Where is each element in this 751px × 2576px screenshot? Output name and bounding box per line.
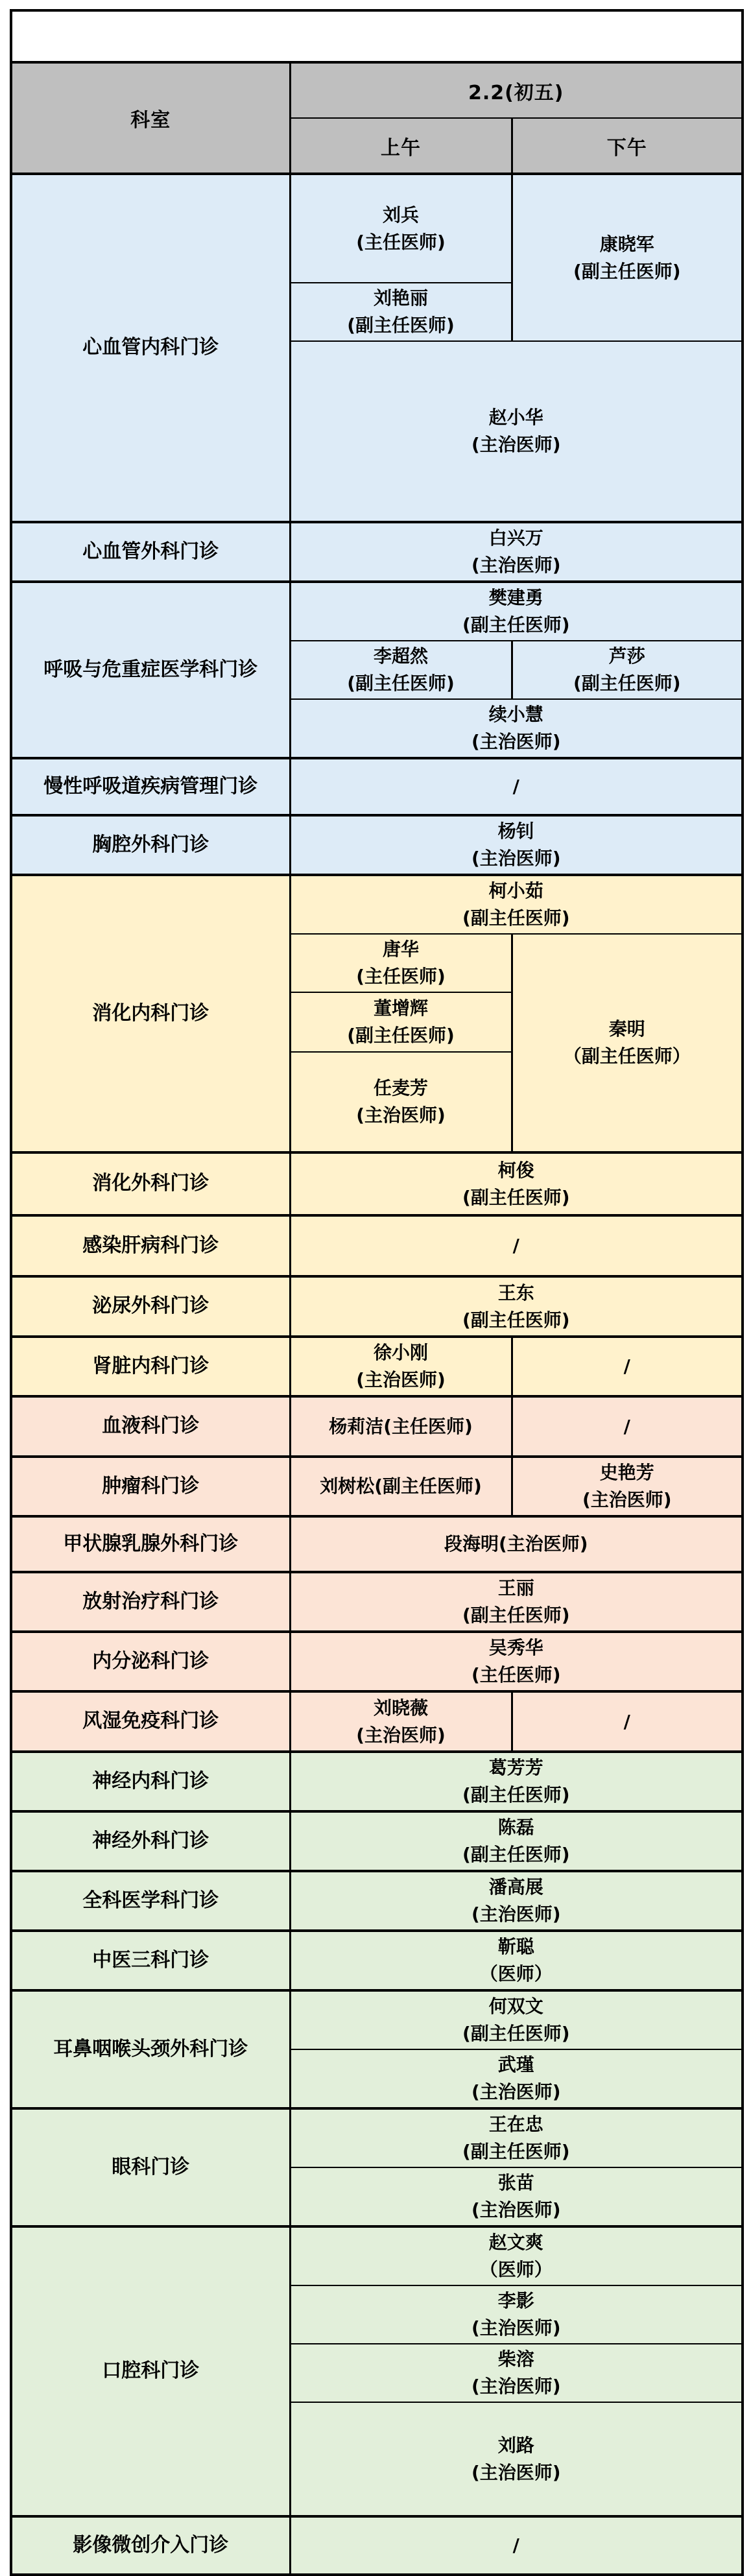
department-cell — [11, 1931, 290, 1990]
doctor-cell — [290, 2226, 743, 2285]
doctor-cell — [290, 582, 743, 641]
doctor-name: 刘路 — [497, 2434, 534, 2456]
department-label: 呼吸与危重症医学科门诊 — [43, 658, 258, 681]
doctor-cell — [290, 1516, 743, 1572]
doctor-cell — [290, 1572, 743, 1632]
table-row — [11, 582, 743, 641]
doctor-title: (主治医师) — [471, 2317, 561, 2339]
department-cell — [11, 1396, 290, 1457]
table-row — [11, 522, 743, 582]
doctor-name: 柯俊 — [497, 1159, 534, 1181]
department-cell — [11, 1152, 290, 1215]
doctor-name: 葛芳芳 — [488, 1757, 543, 1778]
department-cell — [11, 1811, 290, 1871]
doctor-title: （医师） — [479, 2259, 553, 2280]
table-row — [11, 1215, 743, 1276]
department-cell — [11, 1871, 290, 1931]
doctor-title: (主任医师) — [356, 966, 446, 987]
no-schedule-slash: / — [512, 1235, 519, 1256]
doctor-cell — [290, 1632, 743, 1691]
doctor-name: 何双文 — [488, 1996, 543, 2017]
department-label: 甲状腺乳腺外科门诊 — [63, 1532, 239, 1555]
table-row — [11, 1931, 743, 1990]
table-row — [11, 1276, 743, 1337]
no-schedule-slash: / — [623, 1710, 630, 1732]
doctor-cell — [290, 522, 743, 582]
doctor-title: (副主任医师) — [347, 315, 455, 336]
doctor-name: 唐华 — [382, 938, 419, 960]
doctor-name: 秦明 — [608, 1018, 645, 1040]
department-label: 肾脏内科门诊 — [92, 1354, 209, 1377]
table-row — [11, 2516, 743, 2575]
doctor-name: 刘兵 — [382, 204, 419, 226]
doctor-name: 续小慧 — [488, 704, 543, 725]
doctor-cell — [290, 1691, 512, 1752]
table-row — [11, 1691, 743, 1752]
doctor-cell — [290, 2167, 743, 2226]
department-label: 口腔科门诊 — [102, 2359, 200, 2383]
doctor-title: (主治医师) — [471, 434, 561, 455]
header-department-col: 科室 — [11, 62, 290, 174]
department-label: 风湿免疫科门诊 — [82, 1710, 219, 1733]
department-label: 放射治疗科门诊 — [82, 1590, 219, 1613]
department-label: 眼科门诊 — [112, 2155, 190, 2178]
department-label: 感染肝病科门诊 — [82, 1234, 219, 1257]
department-cell — [11, 2516, 290, 2575]
table-row — [11, 1396, 743, 1457]
header-morning: 上午 — [290, 118, 512, 174]
department-cell — [11, 1572, 290, 1632]
doctor-cell — [290, 1337, 512, 1396]
no-schedule-slash: / — [623, 1355, 630, 1377]
doctor-title: (副主任医师) — [347, 1025, 455, 1046]
doctor-name: 任麦芳 — [373, 1077, 428, 1099]
doctor-name: 柯小茹 — [488, 880, 543, 901]
doctor-cell — [290, 1457, 512, 1516]
doctor-name: 张苗 — [497, 2172, 534, 2193]
department-label: 神经内科门诊 — [92, 1769, 209, 1793]
doctor-title: (副主任医师) — [462, 1844, 570, 1865]
department-label: 慢性呼吸道疾病管理门诊 — [43, 774, 258, 798]
outpatient-schedule-table — [10, 9, 744, 2576]
department-label: 中医三科门诊 — [92, 1948, 209, 1972]
doctor-title: (副主任医师) — [573, 260, 681, 282]
doctor-title: (主治医师) — [471, 848, 561, 869]
doctor-cell — [512, 174, 743, 341]
table-row — [11, 174, 743, 283]
doctor-cell — [290, 1752, 743, 1811]
header-date: 2.2(初五) — [290, 62, 743, 118]
doctor-cell — [512, 641, 743, 699]
doctor-cell — [290, 2402, 743, 2516]
table-row — [11, 1152, 743, 1215]
doctor-name: 徐小刚 — [373, 1342, 428, 1363]
doctor-cell — [290, 174, 512, 283]
header-row-date — [11, 62, 743, 118]
doctor-cell — [290, 934, 512, 992]
department-cell — [11, 1990, 290, 2108]
doctor-name: 柴溶 — [497, 2348, 534, 2370]
doctor-title: (主治医师) — [471, 555, 561, 576]
doctor-title: (副主任医师) — [462, 614, 570, 636]
doctor-title: (主治医师) — [471, 731, 561, 752]
doctor-title: （副主任医师） — [563, 1045, 691, 1067]
doctor-title: (副主任医师) — [462, 2023, 570, 2044]
doctor-name: 赵小华 — [488, 407, 543, 428]
empty-slot-cell — [512, 1691, 743, 1752]
doctor-cell — [290, 283, 512, 341]
doctor-title: (主任医师) — [356, 231, 446, 253]
doctor-name: 潘高展 — [488, 1876, 543, 1898]
doctor-title: (主治医师) — [356, 1104, 446, 1126]
department-cell — [11, 1691, 290, 1752]
table-row — [11, 758, 743, 815]
doctor-title: (主治医师) — [356, 1369, 446, 1390]
doctor-name: 李影 — [497, 2290, 534, 2311]
department-cell — [11, 1752, 290, 1811]
department-label: 耳鼻咽喉头颈外科门诊 — [53, 2037, 248, 2060]
table-row — [11, 1990, 743, 2049]
doctor-cell — [290, 341, 743, 522]
department-cell — [11, 522, 290, 582]
department-label: 胸腔外科门诊 — [92, 833, 209, 856]
table-row — [11, 1457, 743, 1516]
doctor-title: （医师） — [479, 1963, 553, 1985]
title-band-row — [11, 10, 743, 62]
empty-slot-cell — [290, 758, 743, 815]
doctor-name-title: 段海明(主治医师) — [444, 1533, 588, 1555]
table-row — [11, 2226, 743, 2285]
doctor-name: 白兴万 — [488, 527, 543, 549]
table-row — [11, 1572, 743, 1632]
department-cell — [11, 1337, 290, 1396]
doctor-name: 康晓军 — [599, 233, 654, 255]
doctor-cell — [290, 1990, 743, 2049]
doctor-cell — [290, 815, 743, 875]
table-row — [11, 1752, 743, 1811]
doctor-name: 靳聪 — [497, 1936, 534, 1957]
department-label: 泌尿外科门诊 — [92, 1294, 209, 1318]
doctor-name-title: 杨莉洁(主任医师) — [329, 1415, 473, 1437]
doctor-name: 吴秀华 — [488, 1637, 543, 1658]
department-label: 消化外科门诊 — [92, 1172, 209, 1195]
doctor-title: (副主任医师) — [347, 673, 455, 694]
doctor-cell — [290, 875, 743, 934]
empty-slot-cell — [512, 1337, 743, 1396]
department-label: 心血管外科门诊 — [82, 540, 219, 563]
doctor-title: (副主任医师) — [462, 1309, 570, 1331]
department-label: 内分泌科门诊 — [92, 1649, 209, 1673]
doctor-cell — [290, 1276, 743, 1337]
doctor-name: 赵文爽 — [488, 2232, 543, 2253]
doctor-name: 陈磊 — [497, 1817, 534, 1838]
empty-slot-cell — [290, 1215, 743, 1276]
header-afternoon: 下午 — [512, 118, 743, 174]
department-label: 影像微创介入门诊 — [73, 2533, 229, 2557]
doctor-name: 刘艳丽 — [373, 287, 428, 309]
doctor-cell — [512, 1457, 743, 1516]
doctor-cell — [290, 699, 743, 758]
no-schedule-slash: / — [623, 1415, 630, 1437]
department-cell — [11, 174, 290, 522]
table-row — [11, 1516, 743, 1572]
doctor-name: 王在忠 — [488, 2114, 543, 2135]
doctor-title: (副主任医师) — [462, 907, 570, 929]
department-cell — [11, 1516, 290, 1572]
no-schedule-slash: / — [512, 2534, 519, 2556]
doctor-name: 李超然 — [373, 645, 428, 667]
doctor-title: (主治医师) — [471, 2081, 561, 2103]
department-cell — [11, 2226, 290, 2516]
schedule-body — [11, 174, 743, 2575]
doctor-cell — [290, 992, 512, 1052]
doctor-cell — [290, 641, 512, 699]
table-row — [11, 875, 743, 934]
doctor-title: (副主任医师) — [573, 673, 681, 694]
doctor-name-title: 刘树松(副主任医师) — [320, 1475, 482, 1497]
no-schedule-slash: / — [512, 776, 519, 797]
table-row — [11, 1811, 743, 1871]
department-cell — [11, 582, 290, 758]
department-label: 心血管内科门诊 — [82, 336, 219, 359]
doctor-cell — [290, 1396, 512, 1457]
doctor-name: 王丽 — [497, 1577, 534, 1599]
department-cell — [11, 1457, 290, 1516]
doctor-cell — [512, 934, 743, 1152]
doctor-cell — [290, 2344, 743, 2402]
department-label: 神经外科门诊 — [92, 1829, 209, 1852]
doctor-title: (主治医师) — [471, 1903, 561, 1925]
department-cell — [11, 815, 290, 875]
department-cell — [11, 758, 290, 815]
department-label: 消化内科门诊 — [92, 1001, 209, 1025]
doctor-cell — [290, 1152, 743, 1215]
doctor-title: (主治医师) — [471, 2376, 561, 2397]
doctor-name: 董增辉 — [373, 997, 428, 1019]
doctor-title: (副主任医师) — [462, 1186, 570, 1208]
department-label: 肿瘤科门诊 — [102, 1474, 200, 1497]
doctor-name: 史艳芳 — [599, 1462, 654, 1483]
doctor-title: (副主任医师) — [462, 1604, 570, 1626]
table-row — [11, 1632, 743, 1691]
doctor-cell — [290, 1811, 743, 1871]
doctor-cell — [290, 1931, 743, 1990]
doctor-title: (主治医师) — [582, 1489, 672, 1510]
doctor-cell — [290, 2049, 743, 2108]
doctor-name: 樊建勇 — [488, 587, 543, 608]
doctor-title: (副主任医师) — [462, 1784, 570, 1806]
department-label: 全科医学科门诊 — [82, 1889, 219, 1912]
doctor-cell — [290, 2108, 743, 2167]
doctor-title: (主治医师) — [471, 2461, 561, 2483]
doctor-title: (主任医师) — [471, 1664, 561, 1686]
department-cell — [11, 875, 290, 1152]
doctor-title: (主治医师) — [356, 1724, 446, 1746]
table-row — [11, 1337, 743, 1396]
doctor-cell — [290, 1871, 743, 1931]
doctor-name: 芦莎 — [608, 645, 645, 667]
doctor-name: 刘晓薇 — [373, 1697, 428, 1719]
department-cell — [11, 1215, 290, 1276]
table-row — [11, 1871, 743, 1931]
department-label: 血液科门诊 — [102, 1414, 200, 1438]
empty-slot-cell — [290, 2516, 743, 2575]
empty-slot-cell — [512, 1396, 743, 1457]
doctor-title: (副主任医师) — [462, 2141, 570, 2162]
doctor-cell — [290, 2285, 743, 2344]
table-row — [11, 2108, 743, 2167]
department-cell — [11, 1632, 290, 1691]
doctor-cell — [290, 1052, 512, 1152]
doctor-name: 杨钊 — [497, 820, 534, 842]
department-cell — [11, 2108, 290, 2226]
table-row — [11, 815, 743, 875]
doctor-name: 王东 — [497, 1282, 534, 1304]
department-cell — [11, 1276, 290, 1337]
title-band — [11, 10, 743, 62]
doctor-name: 武瑾 — [497, 2054, 534, 2075]
doctor-title: (主治医师) — [471, 2199, 561, 2221]
